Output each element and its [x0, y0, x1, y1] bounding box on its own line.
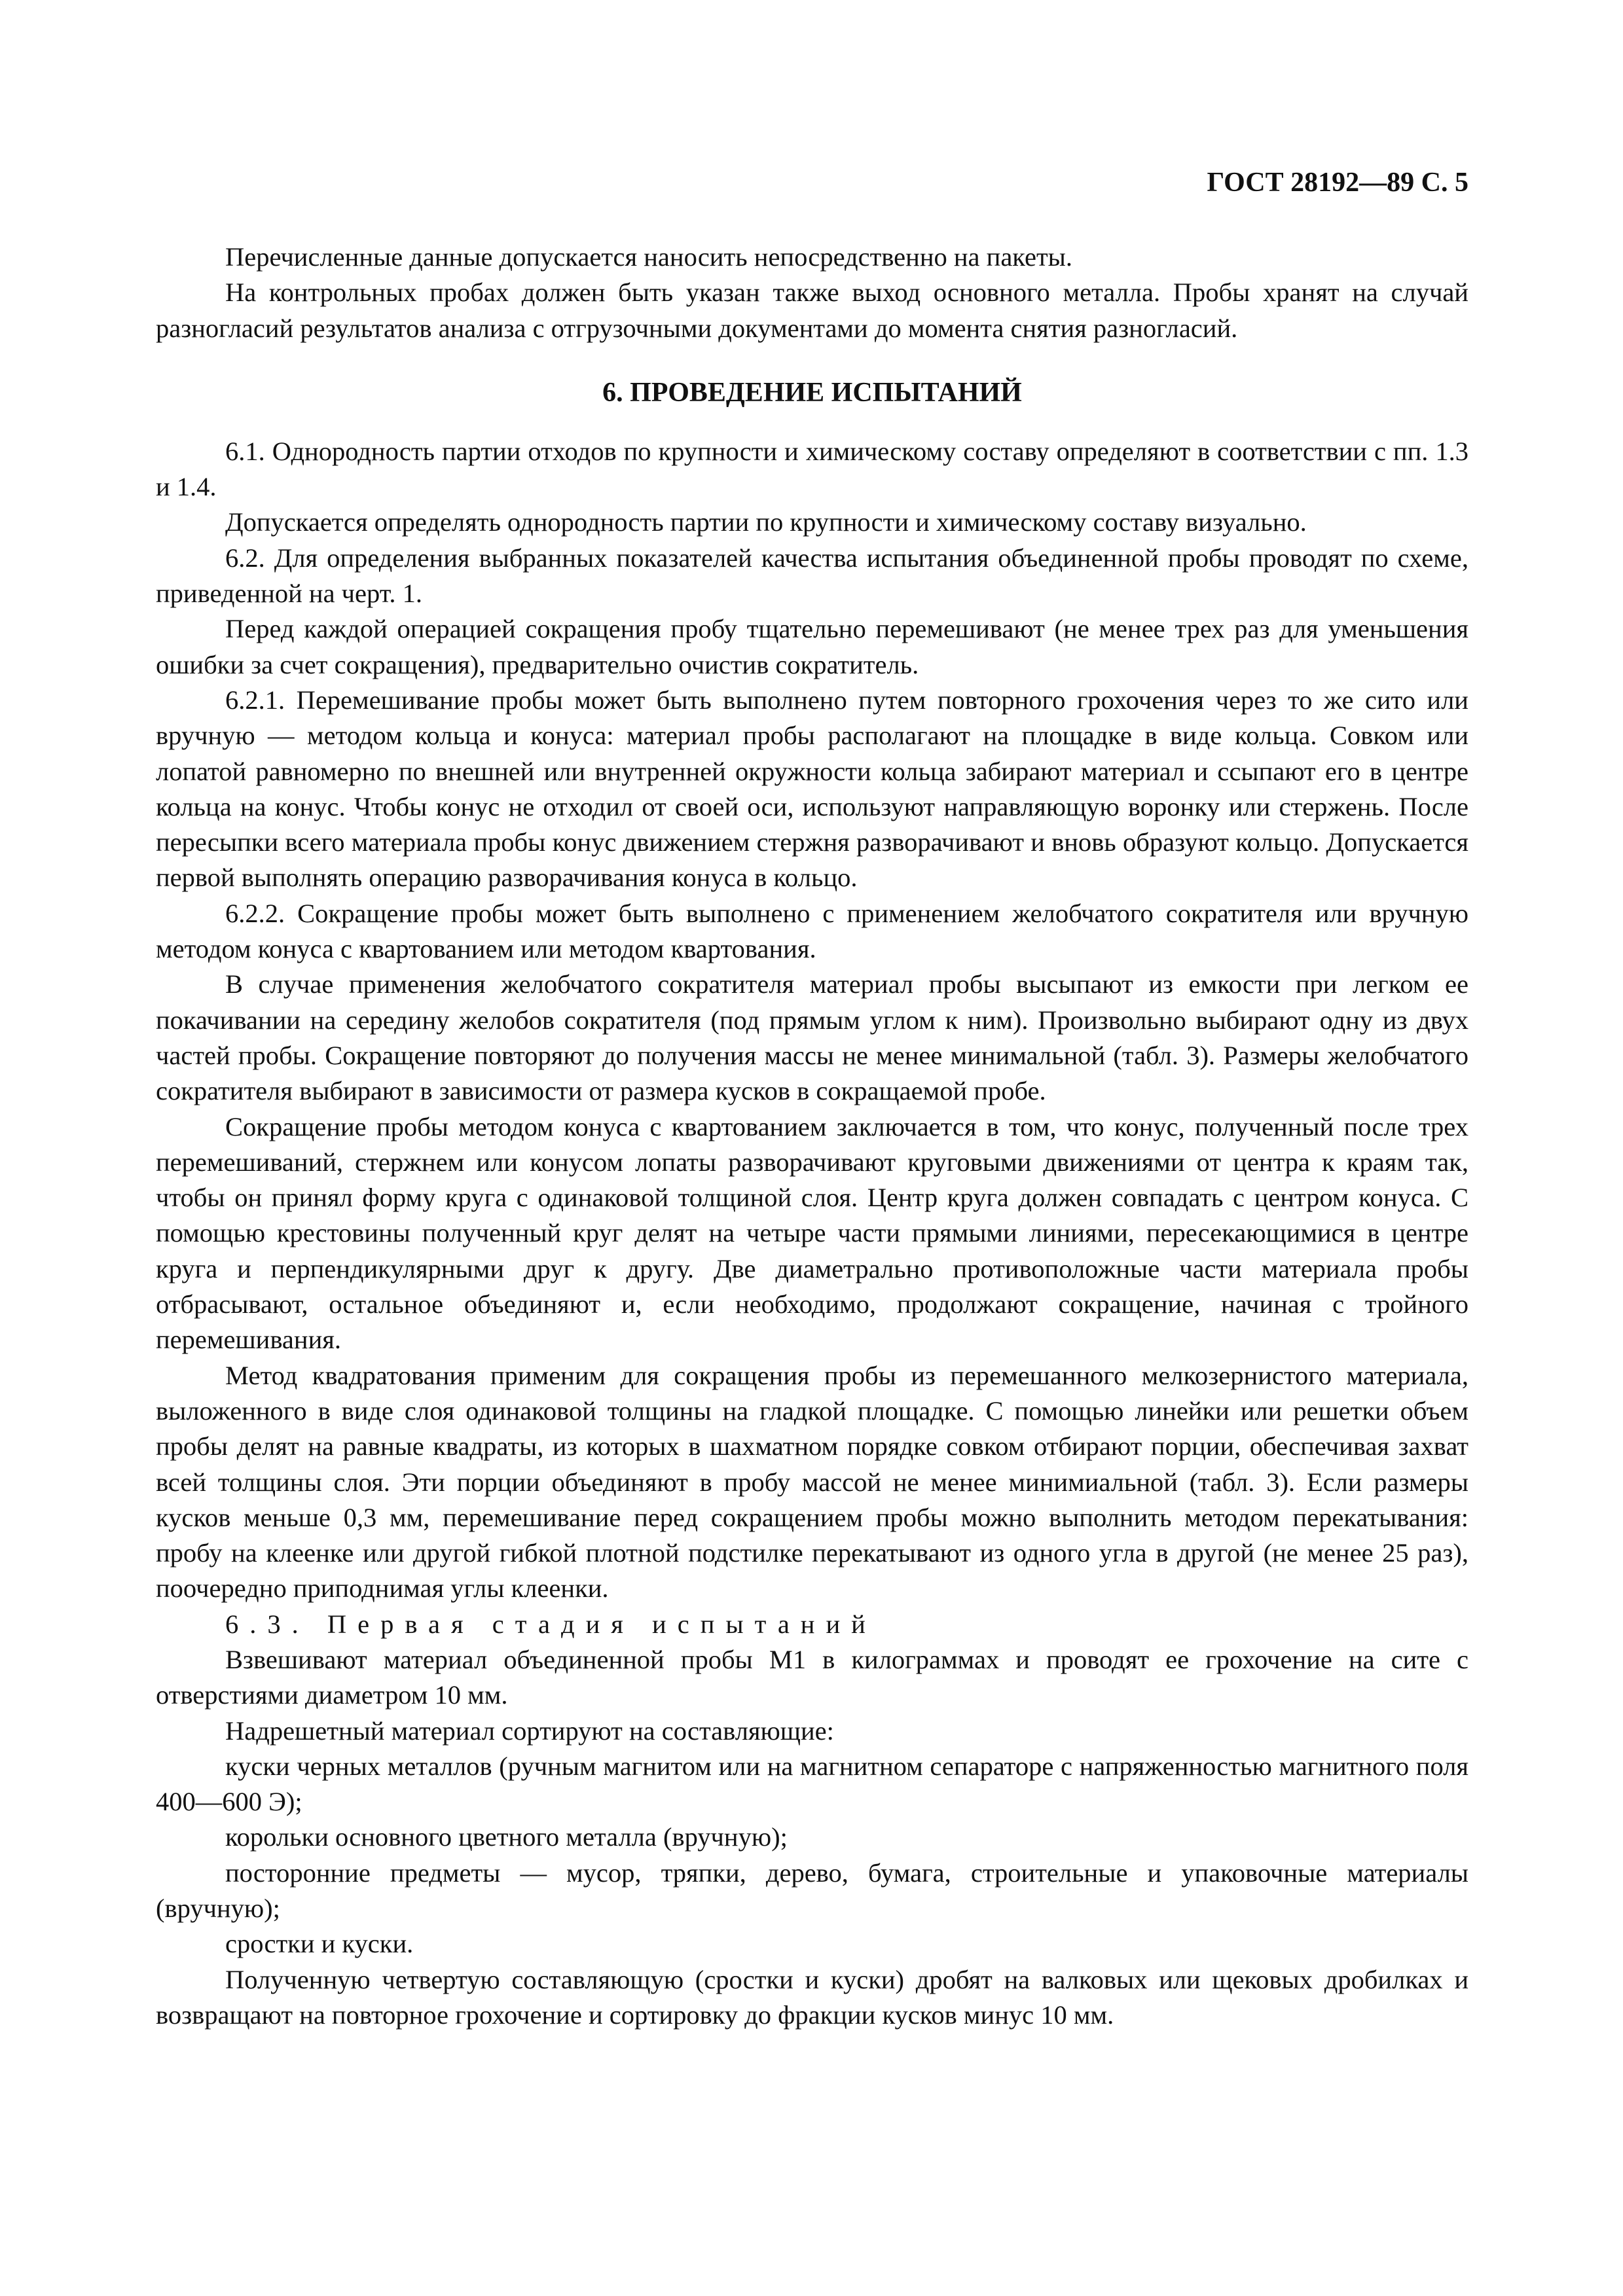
paragraph: Надрешетный материал сортируют на составляющие:: [225, 1715, 834, 1746]
paragraph: Полученную четвертую составляющую (сростки и куски) дробят на валковых или щековых дробилках и возвращают на повторное грохочение и сортировку до фракции кусков минус 10 мм.: [156, 1964, 1468, 2030]
list-item: корольки основного цветного металла (вручную);: [225, 1822, 788, 1852]
page-content: [156, 240, 1468, 2033]
paragraph: В случае применения желобчатого сократителя материал пробы высыпают из емкости при легком ее покачивании на середину желобов сократителя (под прямым углом к ним). Произвольно выбирают одну из двух частей пробы. Сокращение повторяют до получения массы не менее минимальной (табл. 3). Размеры желобчатого сократителя выбирают в зависимости от размера кусков в сокращаемой пробе.: [156, 969, 1468, 1106]
paragraph: Перед каждой операцией сокращения пробу тщательно перемешивают (не менее трех раз для уменьшения ошибки за счет сокращения), предварительно очистив сократитель.: [156, 614, 1468, 679]
page-header: ГОСТ 28192—89 С. 5: [1207, 168, 1468, 198]
document-page: [156, 0, 1468, 2296]
list-item: сростки и куски.: [225, 1929, 414, 1959]
paragraph: Метод квадратования применим для сокращения пробы из перемешанного мелкозернистого материала, выложенного в виде слоя одинаковой толщины на гладкой площадке. С помощью линейки или решетки объем пробы делят на равные квадраты, из которых в шахматном порядке совком отбирают порции, обеспечивая захват всей толщины слоя. Эти порции объединяют в пробу массой не менее минимиальной (табл. 3). Если размеры кусков меньше 0,3 мм, перемешивание перед сокращением пробы можно выполнить методом перекатывания: пробу на клеенке или другой гибкой плотной подстилке перекатывают из одного угла в другой (не менее 25 раз), поочередно приподнимая углы клеенки.: [156, 1360, 1468, 1604]
list-item: посторонние предметы — мусор, тряпки, дерево, бумага, строительные и упаковочные материалы (вручную);: [156, 1857, 1468, 1924]
section-title: 6. ПРОВЕДЕНИЕ ИСПЫТАНИЙ: [602, 377, 1022, 408]
paragraph: На контрольных пробах должен быть указан также выход основного металла. Пробы хранят на случай разногласий результатов анализа с отгрузочными документами до момента снятия разногласий.: [156, 278, 1468, 343]
paragraph: 6.2. Для определения выбранных показателей качества испытания объединенной пробы проводят по схеме, приведенной на черт. 1.: [156, 543, 1468, 609]
subsection-title: 6.3. Первая стадия испытаний: [225, 1609, 877, 1639]
paragraph: 6.1. Однородность партии отходов по крупности и химическому составу определяют в соответствии с пп. 1.3 и 1.4.: [156, 436, 1468, 502]
paragraph: Допускается определять однородность партии по крупности и химическому составу визуально.: [225, 507, 1307, 537]
paragraph: Сокращение пробы методом конуса с квартованием заключается в том, что конус, полученный после трех перемешиваний, стержнем или конусом лопаты разворачивают круговыми движениями от центра к краям так, чтобы он принял форму круга с одинаковой толщиной слоя. Центр круга должен совпадать с центром конуса. С помощью крестовины полученный круг делят на четыре части прямыми линиями, пересекающимися в центре круга и перпендикулярными друг к другу. Две диаметрально противоположные части материала пробы отбрасывают, остальное объединяют и, если необходимо, продолжают сокращение, начиная с тройного перемешивания.: [156, 1111, 1468, 1355]
paragraph: 6.2.1. Перемешивание пробы может быть выполнено путем повторного грохочения через то же сито или вручную — методом кольца и конуса: материал пробы располагают на площадке в виде кольца. Совком или лопатой равномерно по внешней или внутренней окружности кольца забирают материал и ссыпают его в центре кольца на конус. Чтобы конус не отходил от своей оси, используют направляющую воронку или стержень. После пересыпки всего материала пробы конус движением стержня разворачивают и вновь образуют кольцо. Допускается первой выполнять операцию разворачивания конуса в кольцо.: [156, 685, 1468, 893]
list-item: куски черных металлов (ручным магнитом или на магнитном сепараторе с напряженностью магнитного поля 400—600 Э);: [156, 1751, 1468, 1817]
paragraph: 6.2.2. Сокращение пробы может быть выполнено с применением желобчатого сократителя или вручную методом конуса с квартованием или методом квартования.: [156, 898, 1468, 964]
paragraph: Перечисленные данные допускается наносить непосредственно на пакеты.: [225, 242, 1072, 272]
paragraph: Взвешивают материал объединенной пробы М1 в килограммах и проводят ее грохочение на сите с отверстиями диаметром 10 мм.: [156, 1644, 1468, 1710]
